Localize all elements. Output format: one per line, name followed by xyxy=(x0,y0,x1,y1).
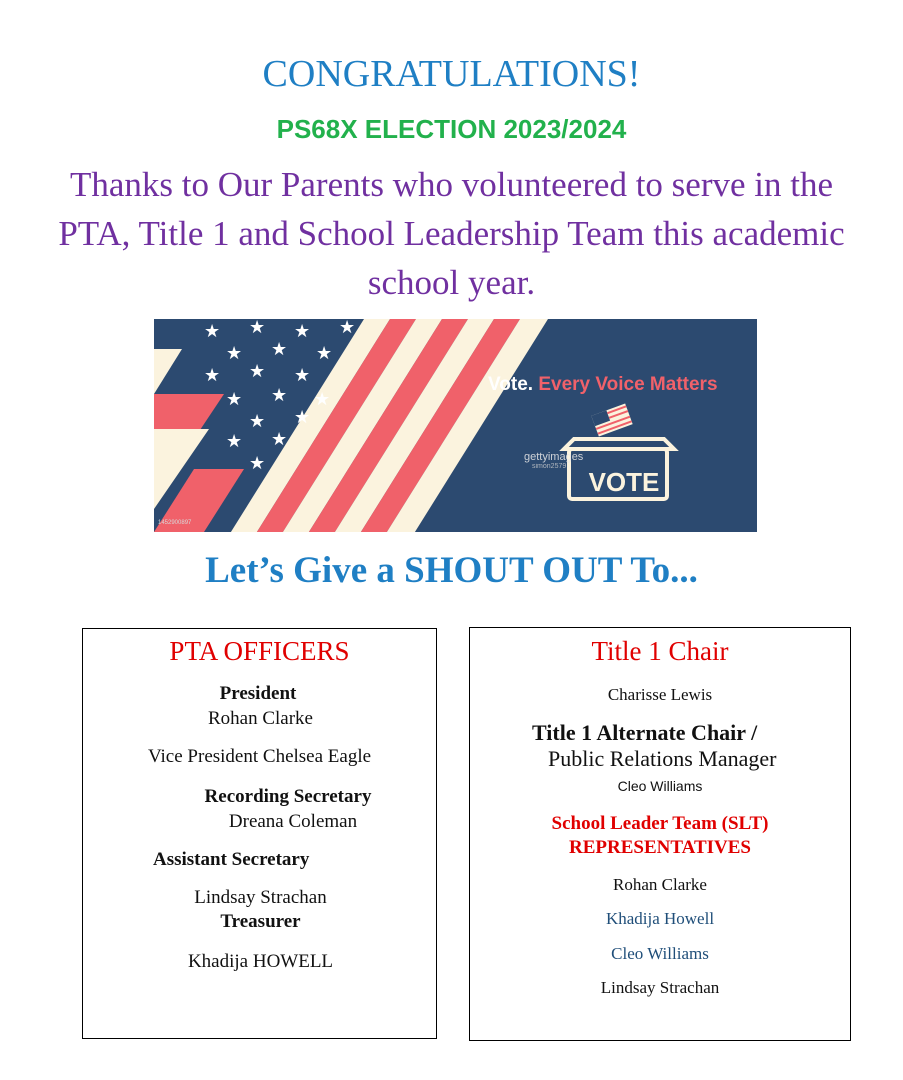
pta-officers-box xyxy=(82,628,437,1039)
svg-text:★: ★ xyxy=(271,429,288,450)
svg-text:★: ★ xyxy=(226,343,243,364)
banner-tagline xyxy=(488,374,718,396)
pr-manager-label: Public Relations Manager xyxy=(548,746,777,771)
svg-text:★: ★ xyxy=(271,339,288,360)
slt-rep: Khadija Howell xyxy=(605,909,715,928)
thanks-message: Thanks to Our Parents who volunteered to serve in the PTA, Title 1 and School Leadership Team this academic school year. xyxy=(58,165,845,302)
assistant-secretary-label: Assistant Secretary xyxy=(153,849,310,870)
svg-text:★: ★ xyxy=(249,411,266,432)
recording-secretary-name: Dreana Coleman xyxy=(228,811,358,832)
recording-secretary-label: Recording Secretary xyxy=(204,786,372,807)
slt-heading-line1: School Leader Team (SLT) xyxy=(551,813,769,834)
treasurer-label: Treasurer xyxy=(220,911,301,932)
svg-text:★: ★ xyxy=(226,389,243,410)
svg-text:★: ★ xyxy=(294,321,311,342)
svg-text:★: ★ xyxy=(271,385,288,406)
svg-text:★: ★ xyxy=(294,407,311,428)
pta-heading: PTA OFFICERS xyxy=(169,636,350,666)
title1-alternate-label: Title 1 Alternate Chair / xyxy=(532,720,758,745)
svg-text:★: ★ xyxy=(226,431,243,452)
image-id: 1452900897 xyxy=(158,520,192,526)
vice-president: Vice President Chelsea Eagle xyxy=(147,746,372,767)
slt-rep: Cleo Williams xyxy=(611,944,709,963)
svg-text:★: ★ xyxy=(204,321,221,342)
svg-text:★: ★ xyxy=(316,343,333,364)
getty-watermark: gettyimages xyxy=(524,451,584,463)
tagline-vote: Vote. xyxy=(488,374,534,395)
title1-box xyxy=(469,627,851,1041)
election-subheading: PS68X ELECTION 2023/2024 xyxy=(276,114,627,144)
slt-rep: Rohan Clarke xyxy=(613,875,707,894)
treasurer-name: Khadija HOWELL xyxy=(187,951,334,972)
svg-text:★: ★ xyxy=(314,389,331,410)
svg-text:★: ★ xyxy=(249,361,266,382)
title1-heading: Title 1 Chair xyxy=(591,636,729,666)
svg-text:★: ★ xyxy=(204,365,221,386)
vote-banner-image xyxy=(154,319,757,532)
svg-text:★: ★ xyxy=(339,319,356,338)
flag-stripes-graphic xyxy=(154,319,757,532)
alternate-chair-name: Cleo Williams xyxy=(617,778,703,794)
svg-text:★: ★ xyxy=(249,319,266,338)
congratulations-heading: CONGRATULATIONS! xyxy=(262,53,641,95)
shout-out-heading: Let’s Give a SHOUT OUT To... xyxy=(205,550,698,591)
slt-rep: Lindsay Strachan xyxy=(600,978,720,997)
president-name: Rohan Clarke xyxy=(207,708,313,729)
slt-heading-line2: REPRESENTATIVES xyxy=(569,837,751,858)
assistant-secretary-name: Lindsay Strachan xyxy=(194,887,327,908)
watermark-credit: simon2579 xyxy=(532,463,567,470)
tagline-voice: Every Voice Matters xyxy=(538,374,718,395)
president-label: President xyxy=(219,683,297,704)
ballot-box-label: VOTE xyxy=(588,467,660,497)
svg-text:★: ★ xyxy=(294,365,311,386)
title1-chair-name: Charisse Lewis xyxy=(607,685,713,704)
svg-text:★: ★ xyxy=(249,453,266,474)
